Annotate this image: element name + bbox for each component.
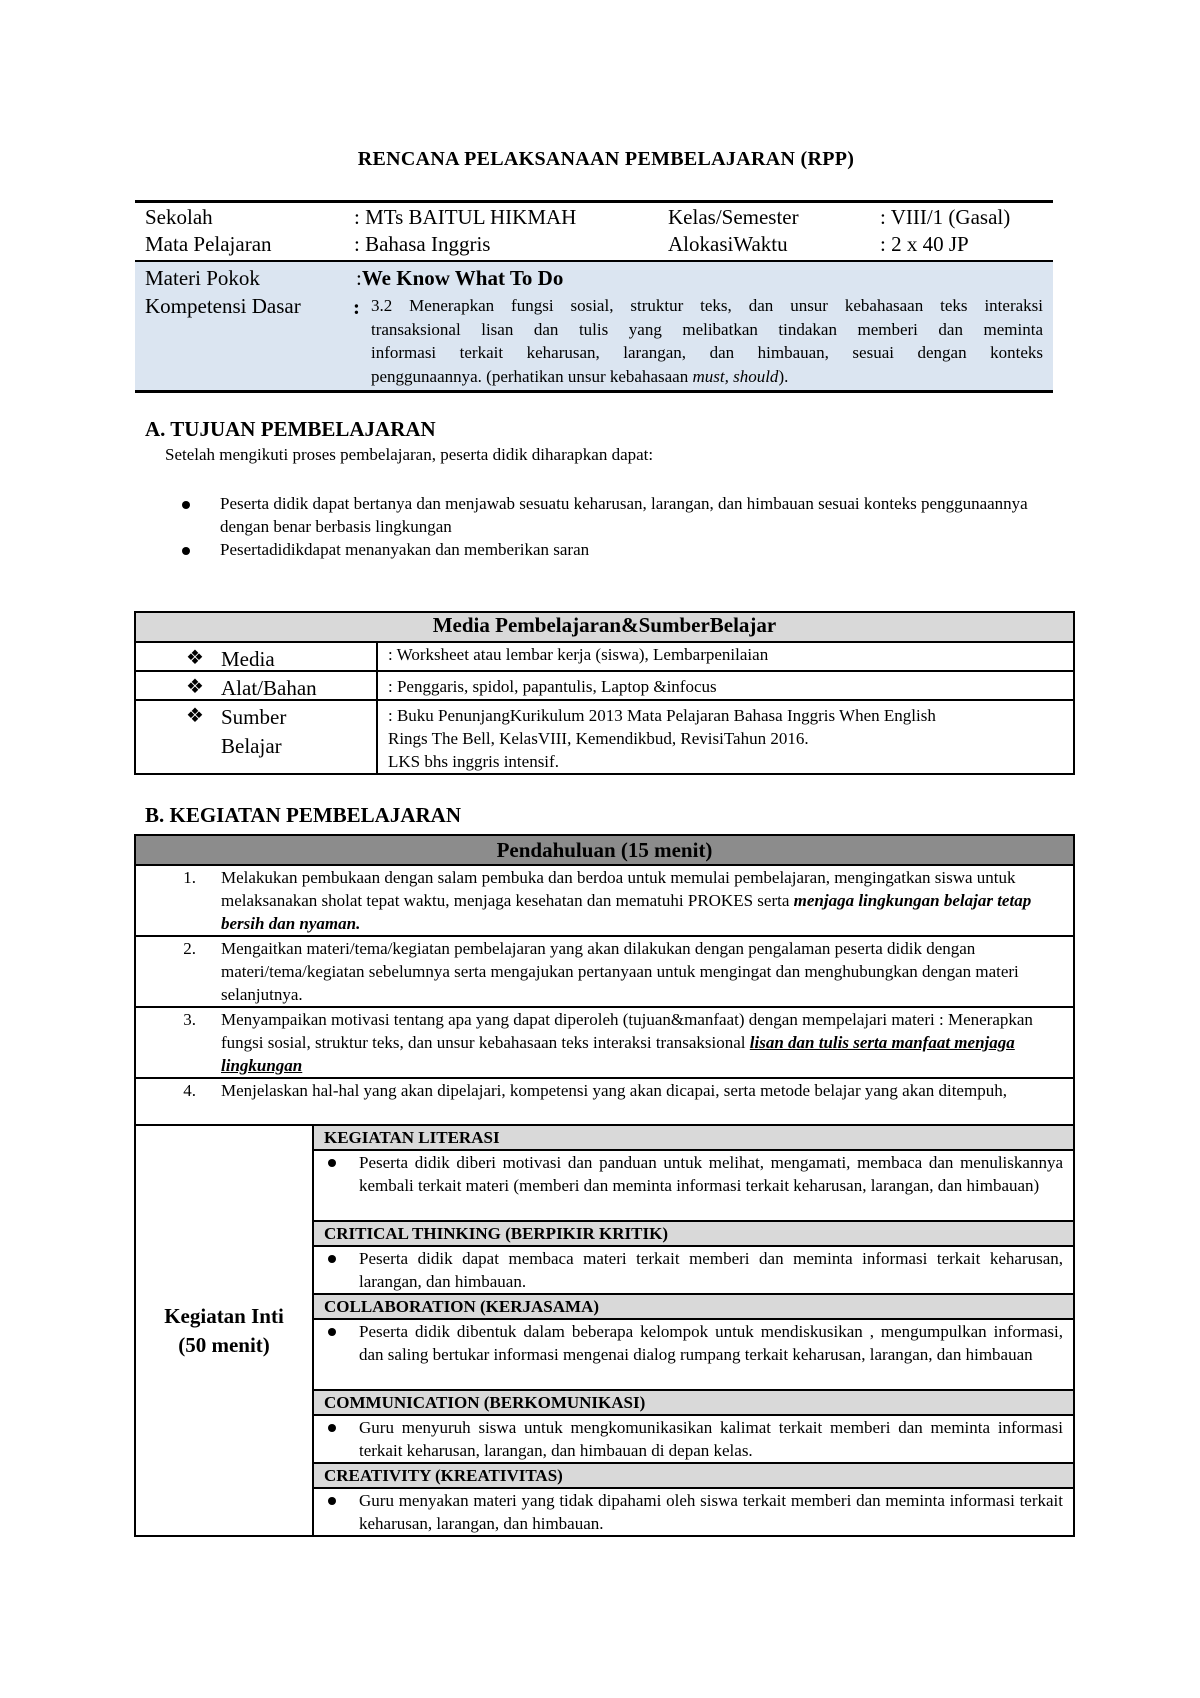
step-emphasis: lisan dan tulis serta manfaat menjaga lingkungan: [221, 1033, 1015, 1075]
diamond-bullet-icon: ❖: [186, 647, 204, 669]
alokasi-label: AlokasiWaktu: [668, 232, 788, 256]
sumber-value-line: : Buku PenunjangKurikulum 2013 Mata Pelajaran Bahasa Inggris When English: [388, 706, 936, 725]
mapel-label: Mata Pelajaran: [145, 232, 272, 256]
sumber-value: [377, 700, 1074, 774]
section-a-intro: Setelah mengikuti proses pembelajaran, peserta didik diharapkan dapat:: [165, 445, 654, 464]
bullet-icon: [182, 501, 190, 509]
inti-subheading: COLLABORATION (KERJASAMA): [313, 1294, 1074, 1319]
sumber-label: [221, 703, 286, 761]
kelas-label: Kelas/Semester: [668, 205, 799, 229]
kd-line: informasi terkait keharusan, larangan, dan himbauan, sesuai dengan konteks: [371, 343, 1043, 362]
bullet-icon: [328, 1424, 336, 1432]
kd-line-last: [371, 365, 1043, 389]
step-row: [135, 1078, 1074, 1125]
sumber-value-line: Rings The Bell, KelasVIII, Kemendikbud, RevisiTahun 2016.: [388, 729, 809, 748]
sumber-label-2: Belajar: [221, 734, 282, 758]
inti-subheading: KEGIATAN LITERASI: [313, 1125, 1074, 1150]
alat-value: : Penggaris, spidol, papantulis, Laptop &infocus: [377, 671, 1074, 700]
diamond-bullet-icon: ❖: [186, 676, 204, 698]
kd-line: transaksional lisan dan tulis yang melibatkan tindakan memberi dan meminta: [371, 319, 1043, 339]
media-label-cell: [135, 642, 377, 671]
kd-last-suffix: ).: [778, 366, 789, 386]
document-title: RENCANA PELAKSANAAN PEMBELAJARAN (RPP): [357, 148, 855, 170]
step-number: 2.: [183, 939, 196, 958]
step-number: 1.: [183, 868, 196, 887]
media-table-header: Media Pembelajaran&SumberBelajar: [135, 612, 1074, 642]
identity-table: [135, 200, 1053, 393]
diamond-bullet-icon: ❖: [186, 705, 204, 727]
step-text: Menjelaskan hal-hal yang akan dipelajari, kompetensi yang akan dicapai, serta metode belajar yang akan ditempuh,: [221, 1081, 1007, 1100]
step-text: Mengaitkan materi/tema/kegiatan pembelajaran yang akan dilakukan dengan pengalaman peserta didik dengan materi/tema/kegiatan sebelumnya serta mengajukan pertanyaan untuk mengingat dan menghubungkan dengan materi selanjutnya.: [221, 939, 1019, 1004]
sumber-value-line: LKS bhs inggris intensif.: [388, 752, 559, 771]
inti-text: Peserta didik dapat membaca materi terkait memberi dan meminta informasi terkait keharusan, larangan, dan himbauan.: [359, 1249, 1063, 1291]
goal-list: [170, 492, 1060, 561]
section-b-heading: B. KEGIATAN PEMBELAJARAN: [145, 803, 461, 827]
kd-text: [371, 294, 1043, 388]
inti-label-2: (50 menit): [178, 1332, 270, 1357]
section-a-heading: A. TUJUAN PEMBELAJARAN: [145, 417, 436, 441]
media-label: Media: [221, 647, 275, 671]
goal-text: Peserta didik dapat bertanya dan menjawab sesuatu keharusan, larangan, dan himbauan sesuai konteks penggunaannya dengan benar berbasis lingkungan: [220, 494, 1028, 536]
bullet-icon: [328, 1255, 336, 1263]
inti-label-1: Kegiatan Inti: [164, 1303, 284, 1328]
inti-subheading: CRITICAL THINKING (BERPIKIR KRITIK): [313, 1221, 1074, 1246]
materi-colon: :: [356, 266, 362, 290]
step-number: 4.: [183, 1081, 196, 1100]
step-row: [135, 865, 1074, 936]
bullet-icon: [182, 547, 190, 555]
sumber-label-1: Sumber: [221, 705, 287, 729]
list-item: [170, 538, 1060, 561]
step-number: 3.: [183, 1010, 196, 1029]
step-row: [135, 1007, 1074, 1078]
kd-colon: :: [353, 295, 360, 319]
step-text: Menyampaikan motivasi tentang apa yang dapat diperoleh (tujuan&manfaat) dengan mempelajari materi : Menerapkan fungsi sosial, struktur teks, dan unsur kebahasaan teks interaksi transaksional: [221, 1010, 1033, 1052]
sekolah-label: Sekolah: [145, 205, 213, 229]
inti-text: Peserta didik dibentuk dalam beberapa kelompok untuk mendiskusikan , mengumpulkan informasi, dan saling bertukar informasi mengenai dialog rumpang terkait keharusan, larangan, dan himbauan: [359, 1322, 1063, 1364]
pendahuluan-header: Pendahuluan (15 menit): [135, 835, 1074, 865]
inti-item: [313, 1319, 1074, 1390]
bullet-icon: [328, 1497, 336, 1505]
materi-title: We Know What To Do: [361, 266, 564, 290]
kegiatan-table: [134, 834, 1075, 1537]
media-table: [134, 611, 1075, 775]
inti-item: [313, 1150, 1074, 1221]
kd-last-prefix: penggunaannya. (perhatikan unsur kebahasaan: [371, 366, 693, 386]
inti-item: [313, 1246, 1074, 1294]
inti-item: [313, 1415, 1074, 1463]
inti-text: Peserta didik diberi motivasi dan panduan untuk melihat, mengamati, membaca dan menuliskannya kembali terkait materi (memberi dan meminta informasi terkait keharusan, larangan, dan himbauan): [359, 1153, 1063, 1195]
list-item: [170, 492, 1060, 538]
inti-text: Guru menyuruh siswa untuk mengkomunikasikan kalimat terkait memberi dan meminta informasi terkait keharusan, larangan, dan himbauan di depan kelas.: [359, 1418, 1063, 1460]
inti-item: [313, 1488, 1074, 1536]
materi-kd-block: [135, 260, 1053, 390]
kd-line: 3.2 Menerapkan fungsi sosial, struktur teks, dan unsur kebahasaan teks interaksi: [371, 296, 1043, 315]
step-text: Melakukan pembukaan dengan salam pembuka dan berdoa untuk memulai pembelajaran, mengingatkan siswa untuk melaksanakan sholat tepat waktu, menjaga kesehatan dan mematuhi PROKES serta: [221, 868, 1016, 910]
media-value: : Worksheet atau lembar kerja (siswa), Lembarpenilaian: [377, 642, 1074, 671]
sekolah-value: : MTs BAITUL HIKMAH: [354, 205, 577, 229]
mapel-value: : Bahasa Inggris: [354, 232, 491, 256]
identity-row-1: [135, 203, 1053, 230]
bullet-icon: [328, 1159, 336, 1167]
inti-subheading: COMMUNICATION (BERKOMUNIKASI): [313, 1390, 1074, 1415]
inti-subheading: CREATIVITY (KREATIVITAS): [313, 1463, 1074, 1488]
inti-text: Guru menyakan materi yang tidak dipahami oleh siswa terkait memberi dan meminta informasi terkait keharusan, larangan, dan himbauan.: [359, 1491, 1063, 1533]
bullet-icon: [328, 1328, 336, 1336]
alat-label: Alat/Bahan: [221, 676, 317, 700]
kelas-value: : VIII/1 (Gasal): [880, 205, 1011, 229]
alat-label-cell: [135, 671, 377, 700]
kegiatan-inti-label: [135, 1125, 313, 1536]
identity-row-2: [135, 230, 1053, 260]
alokasi-value: : 2 x 40 JP: [880, 232, 969, 256]
materi-label: Materi Pokok: [145, 266, 260, 290]
step-row: [135, 936, 1074, 1007]
kd-last-italic: must, should: [692, 366, 779, 386]
step-emphasis: menjaga lingkungan belajar tetap bersih dan nyaman.: [221, 891, 1032, 933]
kd-label: Kompetensi Dasar: [145, 294, 301, 318]
materi-value: [356, 266, 563, 291]
goal-text: Pesertadidikdapat menanyakan dan memberikan saran: [220, 540, 590, 559]
sumber-label-cell: [135, 700, 377, 774]
